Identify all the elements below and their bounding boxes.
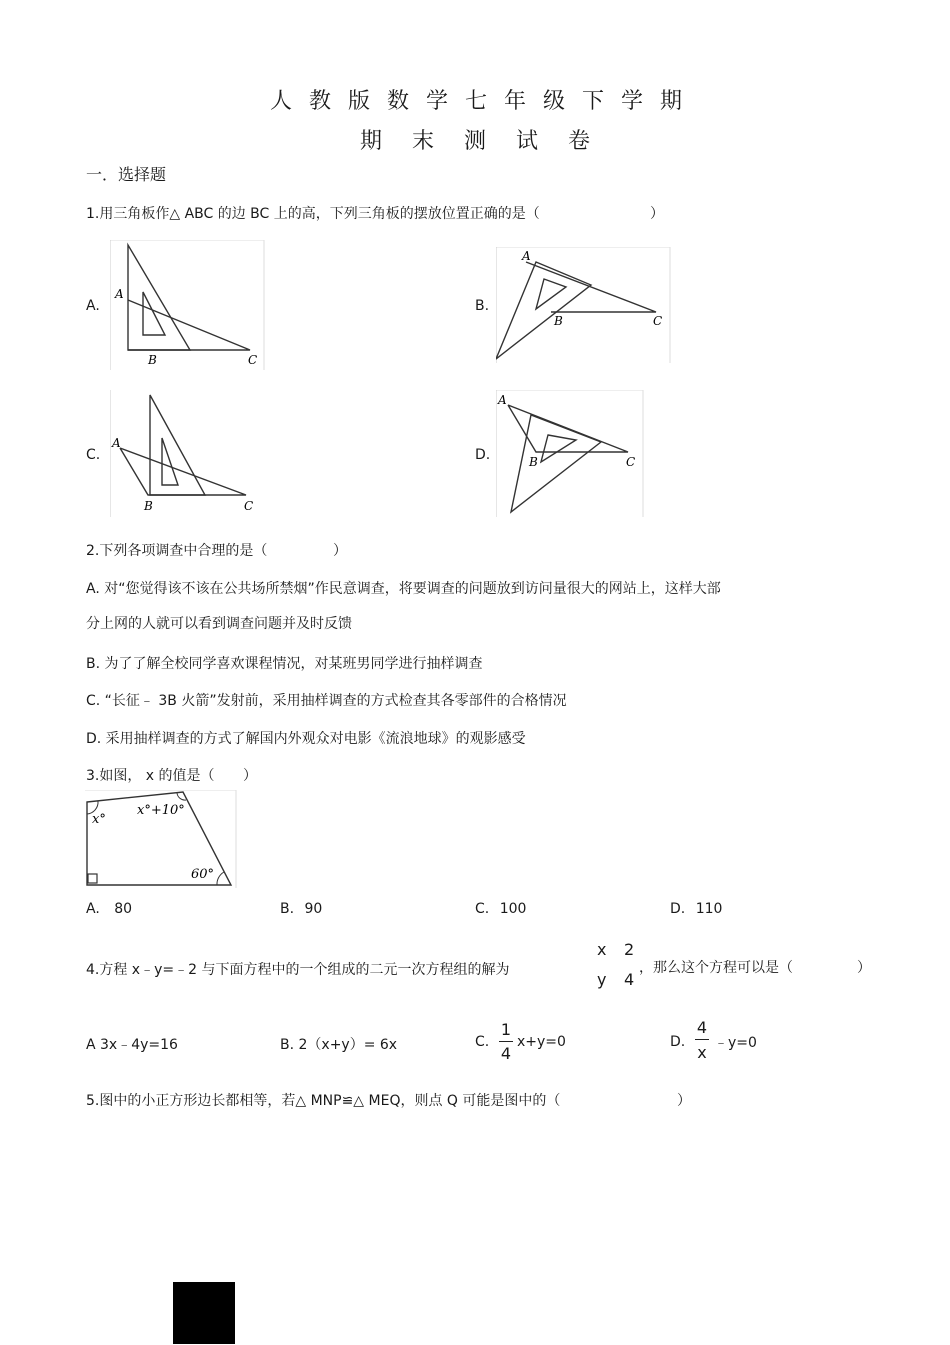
question-2-close: ） [333,543,347,559]
q4-option-d-label: D. [670,1034,686,1050]
fig-c-label-c: C [244,499,254,513]
q4-option-c-label: C. [475,1034,490,1050]
q3-fig-label-angle: 60° [191,867,215,882]
q2-option-a-line2: 分上网的人就可以看到调查问题并及时反馈 [86,616,352,632]
q4-system-y: y [597,970,607,989]
q3-option-b-label: B. [280,901,295,917]
fig-a-label-a: A [115,287,124,301]
q4-option-c-fraction-bar [499,1041,513,1042]
q3-option-a-label: A. [86,901,100,917]
q3-option-b [280,901,322,917]
q3-option-c-label: C. [475,901,490,917]
question-5-stem: 5.图中的小正方形边长都相等，若△ MNP≌△ MEQ，则点 Q 可能是图中的（ [86,1093,561,1109]
fig-d-label-c: C [626,455,636,469]
q2-option-c: C. “长征﹣ 3B 火箭”发射前，采用抽样调查的方式检查其各零部件的合格情况 [86,693,567,709]
q3-option-c-value: 100 [499,901,527,917]
q3-option-c [475,901,526,917]
q4-option-d-denominator: x [697,1043,707,1062]
q4-option-c-rest: x+y=0 [517,1034,566,1050]
fig-c-label-a: A [112,436,121,450]
q2-option-b: B. 为了了解全校同学喜欢课程情况，对某班男同学进行抽样调查 [86,656,483,672]
question-4-stem: 4.方程 x﹣y=﹣2 与下面方程中的一个组成的二元一次方程组的解为 [86,962,510,978]
q3-fig-label-top: x°+10° [137,803,185,818]
q1-figure-d [496,390,644,517]
q1-option-b-label: B. [475,298,490,314]
question-2-stem: 2.下列各项调查中合理的是（ [86,543,268,559]
q1-figure-b [496,247,671,363]
q4-option-a: A 3x﹣4y=16 [86,1037,178,1053]
question-5-close: ） [677,1093,691,1109]
q4-option-c-denominator: 4 [500,1044,512,1063]
question-4-close: ） [857,960,871,976]
question-1-close: ） [650,206,664,222]
q1-figure-c [110,390,265,517]
q4-option-d-numerator: 4 [696,1018,708,1037]
q1-option-d-label: D. [475,447,491,463]
q4-option-d-fraction-bar [695,1039,709,1040]
q4-option-d-rest: ﹣y=0 [714,1035,757,1051]
fig-a-label-b: B [148,353,157,367]
question-1-stem: 1.用三角板作△ ABC 的边 BC 上的高，下列三角板的摆放位置正确的是（ [86,206,540,222]
q3-option-b-value: 90 [304,901,323,917]
q3-option-a [86,901,132,917]
q2-option-a-line1: A. 对“您觉得该不该在公共场所禁烟”作民意调查，将要调查的问题放到访问量很大的网站上，这样大部 [86,581,721,597]
q4-system-y-value: 4 [624,970,635,989]
section-heading: 一．选择题 [86,165,167,184]
q4-system-x: x [597,940,607,959]
question-3-close: ） [243,768,257,784]
fig-b-label-b: B [554,314,563,328]
q3-option-d-value: 110 [695,901,723,917]
fig-b-label-a: A [522,249,531,263]
q3-option-a-value: 80 [114,901,133,917]
q1-option-c-label: C. [86,447,101,463]
q3-option-d [670,901,722,917]
fig-d-label-b: B [529,455,538,469]
fig-d-label-a: A [498,393,507,407]
q3-fig-label-x: x° [92,812,106,827]
fig-b-label-c: C [653,314,663,328]
fig-c-label-b: B [144,499,153,513]
q3-option-d-label: D. [670,901,686,917]
q4-option-c-numerator: 1 [500,1020,512,1039]
q1-figure-a [110,240,265,370]
page-title-line2: 期末测试卷 [360,129,621,154]
q1-option-a-label: A. [86,298,100,314]
figure-placeholder-block [173,1282,235,1344]
page-title-line1: 人教版数学七年级下学期 [270,89,700,114]
question-3-stem: 3.如图， x 的值是（ [86,768,215,784]
q3-figure [85,790,237,888]
q4-option-b: B. 2（x+y）= 6x [280,1037,398,1053]
fig-a-label-c: C [248,353,258,367]
question-4-tail: ，那么这个方程可以是（ [639,960,793,976]
q4-system-x-value: 2 [624,940,635,959]
q2-option-d: D. 采用抽样调查的方式了解国内外观众对电影《流浪地球》的观影感受 [86,731,526,747]
